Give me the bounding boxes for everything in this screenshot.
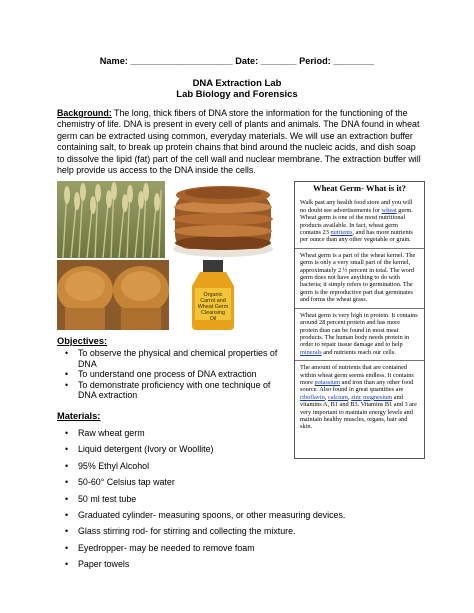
background-paragraph: [57, 108, 425, 176]
infobox-text: germ. Wheat germ is one of the most nutritional products available. In fact, wheat germ contains 23: [300, 206, 413, 237]
list-item: • To understand one process of DNA extraction: [57, 369, 289, 380]
svg-text:Wheat Germ: Wheat Germ: [197, 304, 229, 310]
infobox-text: and nutrients reach our cells.: [321, 348, 396, 356]
list-item: • Glass stirring rod- for stirring and collecting the mixture.: [57, 523, 437, 539]
infobox-text: ,: [347, 393, 352, 401]
list-item: • 50-60° Celsius tap water: [57, 474, 437, 490]
page-subtitle: Lab Biology and Forensics: [176, 89, 298, 100]
date-blank[interactable]: _______: [260, 56, 297, 66]
muffins-image: [57, 260, 169, 330]
link-calcium[interactable]: calcium: [328, 393, 348, 401]
date-label: Date:: [235, 56, 259, 66]
pancakes-image: [167, 181, 279, 258]
link-minerals[interactable]: minerals: [300, 348, 322, 356]
list-item: • Paper towels: [57, 556, 437, 572]
infobox-text: , and has more nutrients per ounce than any other vegetable or grain.: [300, 229, 413, 244]
infobox-text: Walk past any health food store and you will no doubt see advertisements for: [300, 199, 413, 214]
svg-text:Organic: Organic: [203, 292, 223, 298]
link-nutrients[interactable]: nutrients: [330, 229, 353, 237]
infobox-paragraph-1: [295, 196, 424, 248]
list-item: • To demonstrate proficiency with one technique of DNA extraction: [57, 380, 289, 401]
list-item: • 50 ml test tube: [57, 491, 437, 507]
background-label: Background:: [57, 108, 112, 118]
list-item: • Raw wheat germ: [57, 425, 437, 441]
page-title: DNA Extraction Lab: [192, 78, 282, 89]
list-item: • Liquid detergent (Ivory or Woollite): [57, 441, 437, 457]
oil-bottle-image: [178, 260, 248, 332]
infobox-text: The amount of nutrients that are contained within wheat germ seems endless. It contains more: [300, 364, 414, 386]
list-item: • Eyedropper- may be needed to remove foam: [57, 540, 437, 556]
infobox-title: Wheat Germ- What is it?: [313, 183, 406, 193]
period-blank[interactable]: ________: [333, 56, 375, 66]
student-info-line: [0, 56, 474, 66]
name-label: Name:: [99, 56, 128, 66]
svg-text:Cleansing: Cleansing: [201, 310, 225, 316]
list-item: • To observe the physical and chemical properties of DNA: [57, 348, 289, 369]
materials-list: [57, 425, 437, 573]
background-text: The long, thick fibers of DNA store the information for the functioning of the chemistry of life. DNA is present in every cell of plants and animals. The DNA found in wheat germ can be extracted using common, everyday materials. We will use an extraction buffer containing salt, to break up protein chains that bind around the nucleic acids, and dish soap to dissolve the lipid (fat) part of the cell wall and nuclear membrane. The extraction buffer will help provide us access to the DNA inside the cells.: [57, 108, 421, 176]
objectives-list: [57, 348, 289, 401]
link-magnesium[interactable]: magnesium: [363, 393, 393, 401]
svg-text:Oil: Oil: [209, 316, 217, 322]
objectives-heading: Objectives:: [57, 336, 108, 346]
link-riboflavin[interactable]: riboflavin: [300, 393, 325, 401]
infobox-text: and vitamins A, B1 and B3. Vitamins B1 and 3 are very important to maintain energy levels and maintain healthy muscles, organs, hair and skin.: [300, 393, 417, 431]
svg-text:Carrot and: Carrot and: [200, 298, 226, 304]
infobox-paragraph-2: Wheat germ is a part of the wheat kernel. The germ is only a very small part of the kernel, approximately 2 ½ percent in total. The word germ does not have anything to do with bacteria; it simply refers to germination. The germ is the reproductive part that germinates and forms the wheat grass.: [295, 249, 424, 309]
infobox-text: and iron than any other food source. Also found in great quantities are: [300, 378, 414, 394]
list-item: • Graduated cylinder- measuring spoons, or other measuring devices.: [57, 507, 437, 523]
period-label: Period:: [299, 56, 331, 66]
infobox-paragraph-3: [295, 309, 424, 361]
wheat-germ-infobox: [294, 181, 425, 459]
infobox-text: ,: [324, 393, 328, 401]
infobox-paragraph-4: [295, 361, 424, 435]
name-blank[interactable]: ____________________: [130, 56, 233, 66]
link-potassium[interactable]: potassium: [314, 378, 341, 386]
link-zinc[interactable]: zinc: [351, 393, 362, 401]
infobox-text: Wheat germ is very high in protein. It contains around 28 percent protein and has more protein than can be found in most meat products. The human body needs protein in order to repair tissue damage and to help: [300, 311, 418, 349]
list-item: • 95% Ethyl Alcohol: [57, 458, 437, 474]
wheat-image: [57, 181, 165, 258]
link-wheat[interactable]: wheat: [381, 206, 397, 214]
materials-heading: Materials:: [57, 411, 101, 421]
